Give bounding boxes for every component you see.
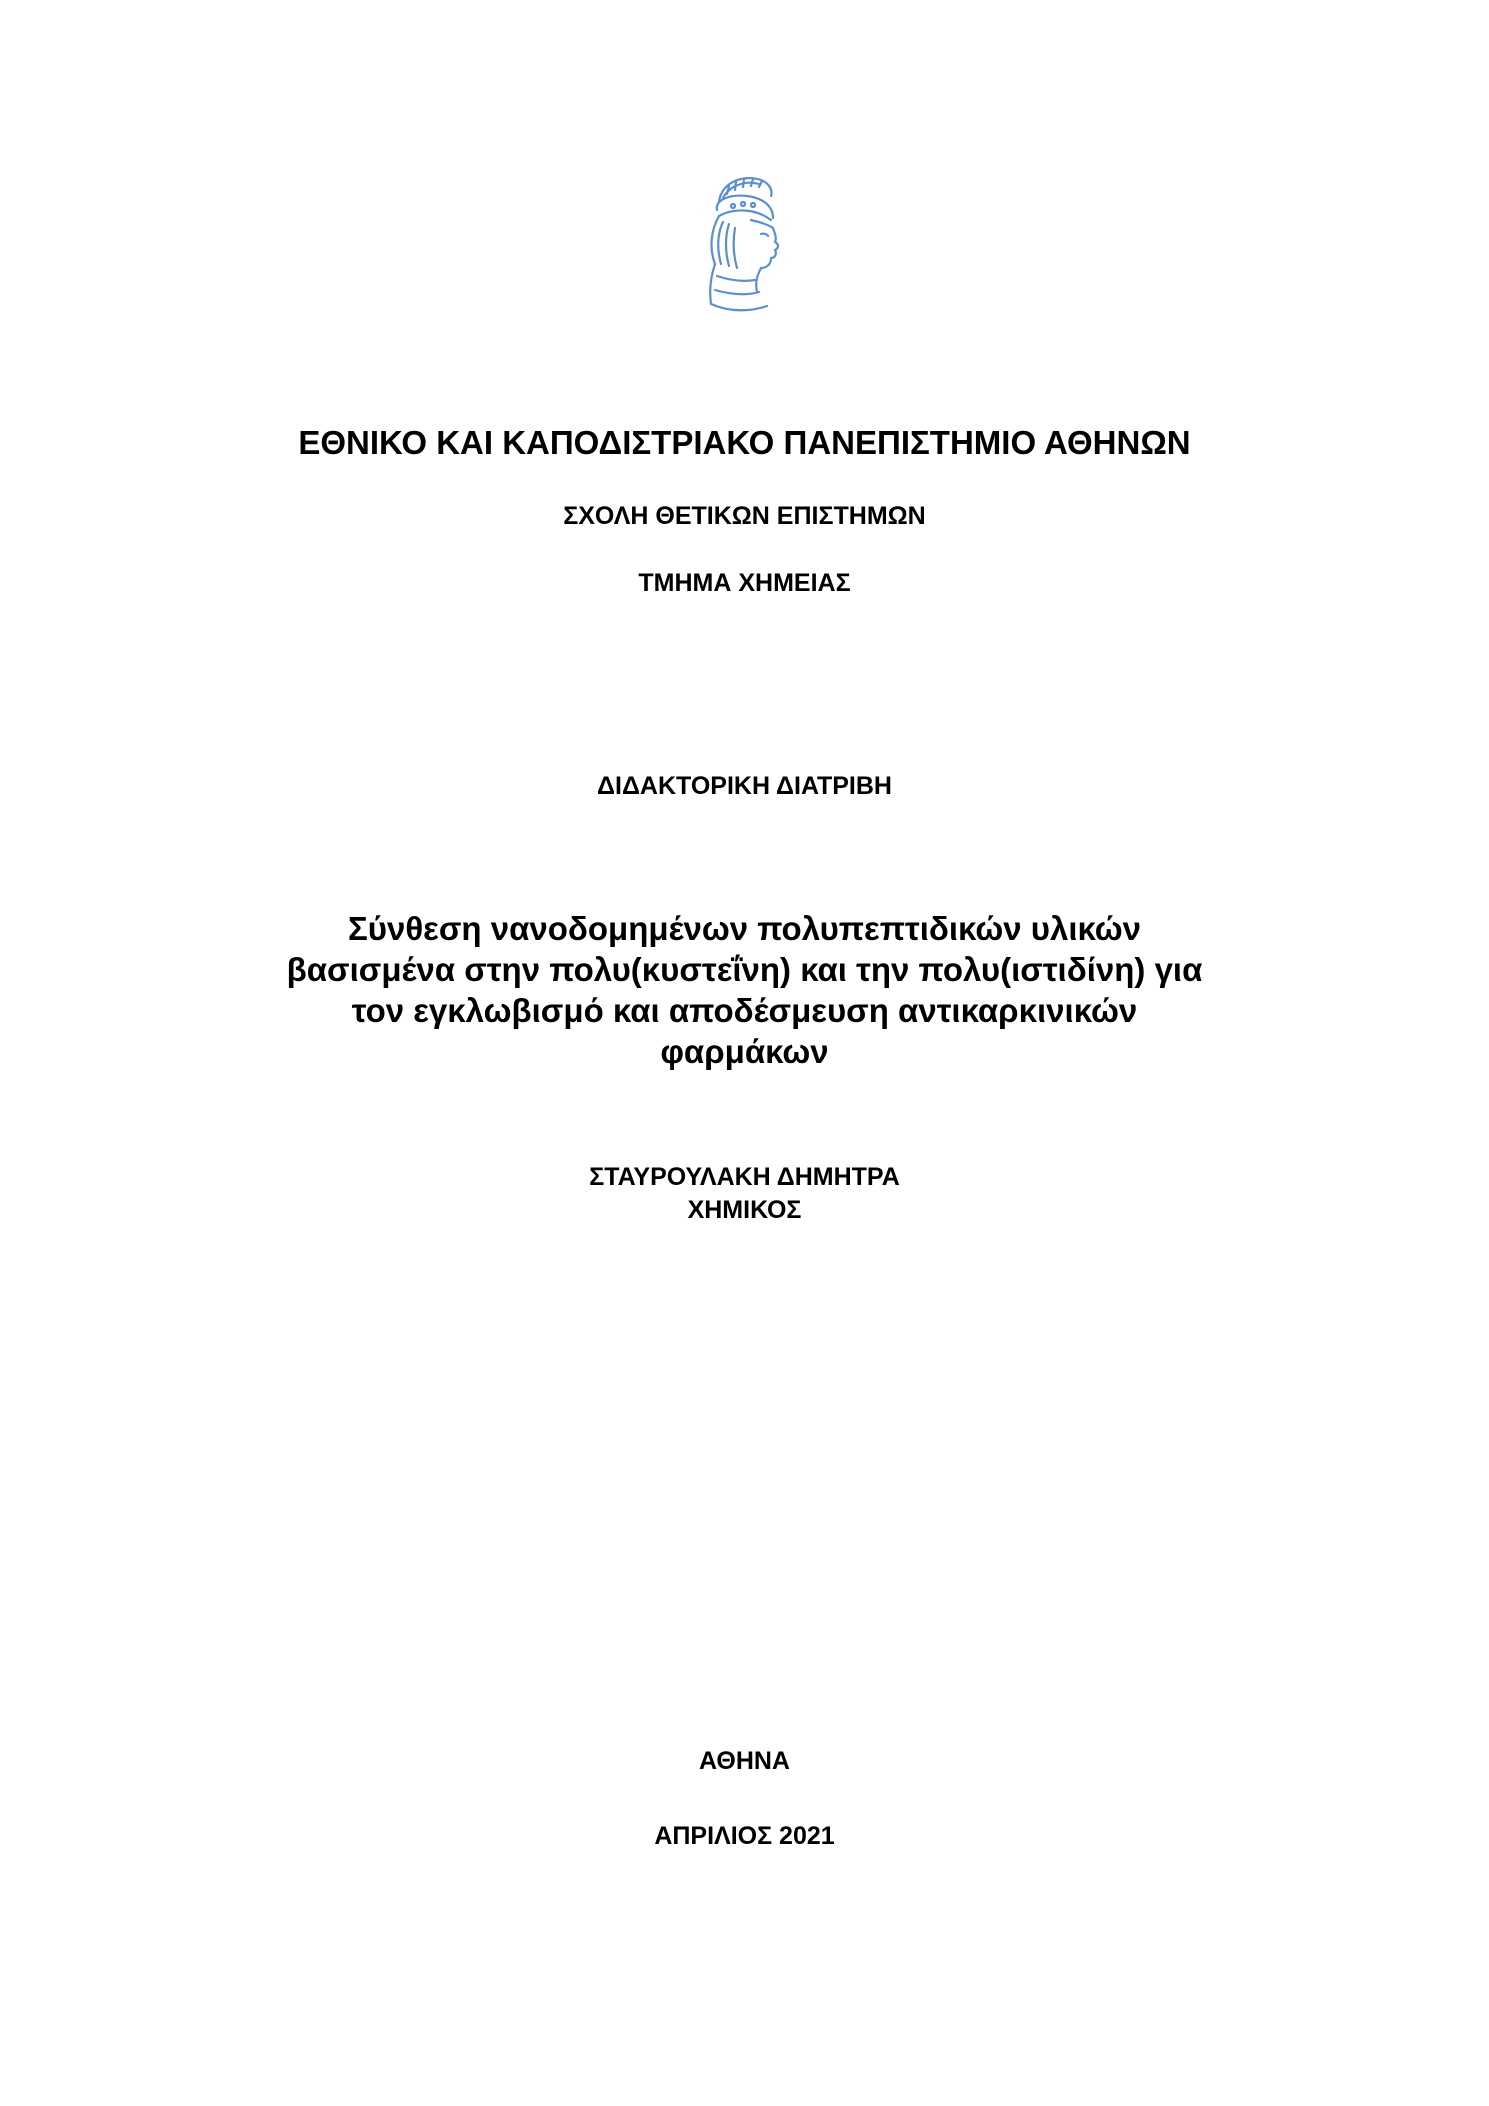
date: ΑΠΡΙΛΙΟΣ 2021 <box>654 1822 835 1850</box>
university-name: ΕΘΝΙΚΟ ΚΑΙ ΚΑΠΟΔΙΣΤΡΙΑΚΟ ΠΑΝΕΠΙΣΤΗΜΙΟ ΑΘΗΝΩΝ <box>298 424 1191 461</box>
school-name: ΣΧΟΛΗ ΘΕΤΙΚΩΝ ΕΠΙΣΤΗΜΩΝ <box>563 502 926 530</box>
thesis-title <box>100 908 1389 1072</box>
thesis-title-line: φαρμάκων <box>660 1033 829 1070</box>
athena-head-icon <box>689 172 789 322</box>
thesis-title-line: Σύνθεση νανοδομημένων πολυπεπτιδικών υλικών <box>347 910 1142 947</box>
department-name: ΤΜΗΜΑ ΧΗΜΕΙΑΣ <box>638 569 851 597</box>
author-name: ΣΤΑΥΡΟΥΛΑΚΗ ΔΗΜΗΤΡΑ <box>589 1163 900 1191</box>
author-profession: ΧΗΜΙΚΟΣ <box>687 1196 802 1224</box>
thesis-title-line: τον εγκλωβισμό και αποδέσμευση αντικαρκινικών <box>351 992 1138 1029</box>
city: ΑΘΗΝΑ <box>699 1747 790 1775</box>
thesis-title-line: βασισμένα στην πολυ(κυστεΐνη) και την πολυ(ιστιδίνη) για <box>286 951 1203 988</box>
thesis-type: ΔΙΔΑΚΤΟΡΙΚΗ ΔΙΑΤΡΙΒΗ <box>597 772 892 800</box>
